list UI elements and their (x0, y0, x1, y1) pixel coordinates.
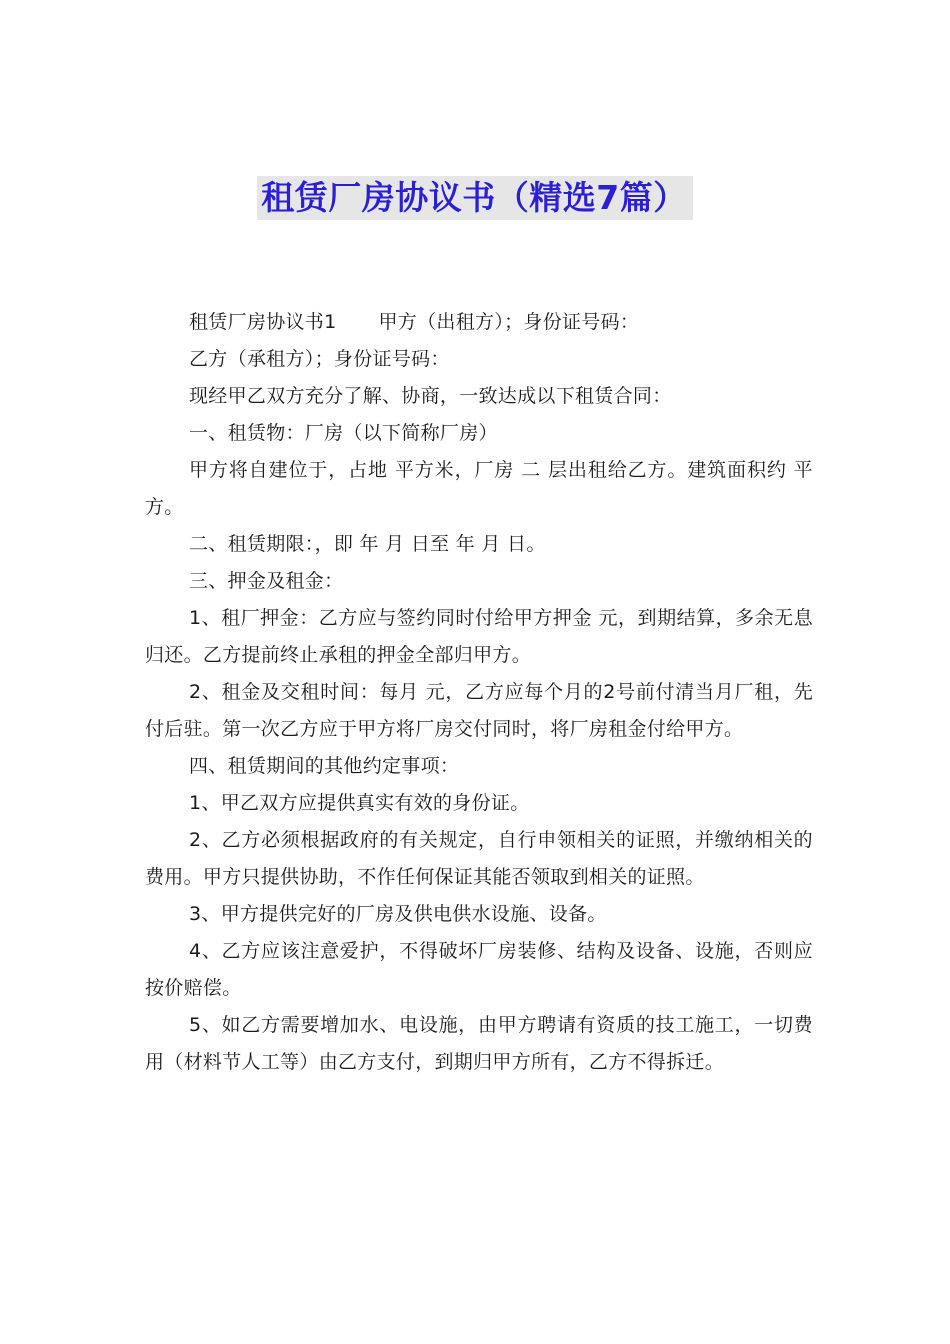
paragraph: 2、乙方必须根据政府的有关规定，自行申领相关的证照，并缴纳相关的费用。甲方只提供协助，不作任何保证其能否领取到相关的证照。 (145, 829, 813, 888)
paragraph: 甲方将自建位于，占地 平方米，厂房 二 层出租给乙方。建筑面积约 平方。 (145, 459, 813, 518)
paragraph: 2、租金及交租时间：每月 元，乙方应每个月的2号前付清当月厂租，先付后驻。第一次乙方应于甲方将厂房交付同时，将厂房租金付给甲方。 (145, 681, 813, 740)
paragraph: 乙方（承租方）；身份证号码： (189, 348, 450, 370)
title-row (0, 176, 950, 220)
intro-paragraph (145, 304, 813, 341)
party-a-line: 甲方（出租方）；身份证号码： (378, 311, 640, 333)
section-heading: 四、租赁期间的其他约定事项： (189, 755, 460, 777)
section-heading: 二、租赁期限：，即 年 月 日至 年 月 日。 (189, 533, 546, 555)
document-title: 租赁厂房协议书（精选7篇） (257, 176, 692, 220)
document-body (145, 304, 813, 1081)
paragraph: 1、甲乙双方应提供真实有效的身份证。 (189, 792, 530, 814)
agreement-heading: 租赁厂房协议书1 (189, 311, 337, 333)
paragraph: 4、乙方应该注意爱护，不得破坏厂房装修、结构及设备、设施，否则应按价赔偿。 (145, 940, 813, 999)
paragraph: 1、租厂押金：乙方应与签约同时付给甲方押金 元，到期结算，多余无息归还。乙方提前终止承租的押金全部归甲方。 (145, 607, 813, 666)
section-heading: 一、租赁物：厂房（以下简称厂房） (189, 422, 498, 444)
paragraph: 5、如乙方需要增加水、电设施，由甲方聘请有资质的技工施工，一切费用（材料节人工等）由乙方支付，到期归甲方所有，乙方不得拆迁。 (145, 1014, 813, 1073)
section-heading: 三、押金及租金： (189, 570, 344, 592)
paragraph: 3、甲方提供完好的厂房及供电供水设施、设备。 (189, 903, 607, 925)
paragraph: 现经甲乙双方充分了解、协商，一致达成以下租赁合同： (189, 385, 672, 407)
